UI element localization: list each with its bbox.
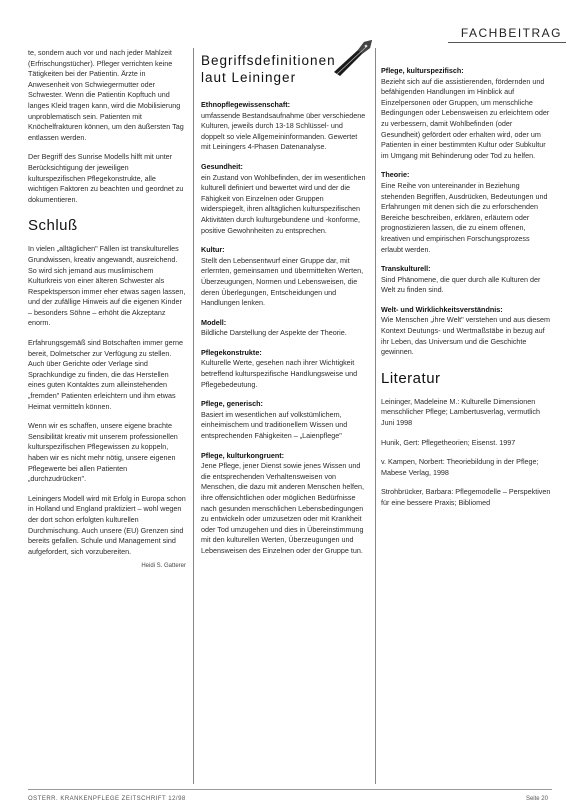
- body-paragraph: Wenn wir es schaffen, unsere eigene brachte Sensibilität kreativ mit unserem professionellen kulturspezifischen Pflegewissen zu koppeln, haben wir es nicht mehr nötig, unsere eigenen Pflegewerte bei allen Patienten „durchzudrücken".: [28, 421, 178, 484]
- body-paragraph: Leiningers Modell wird mit Erfolg in Europa schon in Holland und England praktiziert – wohl wegen der dort schon erfolgten kulturellen Durchmischung. Auch unsere (EU) Grenzen sind bereits gefallen. Schule und Management sind aufgefordert, sich vorzubereiten.: [28, 493, 186, 556]
- definition-item: [201, 348, 368, 390]
- body-paragraph: In vielen „alltäglichen" Fällen ist transkulturelles Grundwissen, kreativ angewandt, ausreichend. So wird sich jemand aus muslimischem Kulturkreis von einer älteren Schwester als Respektsperson immer eher etwas sagen lassen, und der zufällige Hinweis auf die eigenen Kinder – besonders Söhne – erhöht die Akzeptanz enorm.: [28, 244, 186, 328]
- definition-item: [381, 170, 551, 255]
- column-divider-2: [375, 48, 376, 784]
- definition-text: ein Zustand von Wohlbefinden, der im wesentlichen kulturell definiert und bewertet wird und der die Fähigkeit von Einzelnen oder Gruppen widerspiegelt, ihren alltäglichen kulturspezifischen Aktivitäten durch kulturgebundene und -konforme, positive Gewohnheiten zu entsprechen.: [201, 172, 366, 235]
- column-2: [201, 48, 368, 784]
- column-divider-1: [193, 48, 194, 784]
- body-paragraph: Der Begriff des Sunrise Modells hilft mit unter Berücksichtigung der jeweiligen kulturspezifischen Pflegekonstrukte, alle wichtigen Faktoren zu beachten und geordnet zu dokumentieren.: [28, 152, 184, 204]
- definition-text: umfassende Bestandsaufnahme über verschiedene Kulturen, jeweils durch 13-18 Schlüssel- und doppelt so viele Allgemeininformanden. Gewertet mit Leiningers 4-Phasen Datenanalyse.: [201, 110, 366, 152]
- definition-text: Wie Menschen „ihre Welt" verstehen und aus diesem Kontext Deutungs- und Wertmaßstäbe in bezug auf ihr Leben, das Universum und die Geschichte gewinnen.: [381, 315, 551, 357]
- definition-item: [201, 451, 368, 557]
- column-1: [28, 48, 186, 784]
- definition-term: Theorie:: [381, 170, 410, 180]
- footer-rule: [28, 789, 552, 790]
- header-rule: [448, 42, 566, 43]
- section-title-schluss: Schluß: [28, 217, 78, 235]
- definition-text: Kulturelle Werte, gesehen nach ihrer Wichtigkeit betreffend kulturspezifische Handlungsweise und Pflegebedeutung.: [201, 358, 358, 389]
- footer-page-number: Seite 20: [525, 796, 548, 802]
- definition-text: Bildliche Darstellung der Aspekte der Theorie.: [201, 328, 347, 338]
- definition-term: Pflege, kulturspezifisch:: [381, 66, 464, 75]
- definition-term: Gesundheit:: [201, 161, 243, 171]
- definition-term: Ethnopflegewissenschaft:: [201, 100, 291, 109]
- definition-item: [201, 245, 368, 309]
- definition-item: [201, 399, 368, 441]
- literature-entry: Hunik, Gert: Pflegetheorien; Eisenst. 1997: [381, 437, 516, 447]
- definition-item: [201, 162, 368, 236]
- definition-text: Stellt den Lebensentwurf einer Gruppe dar, mit erlernten, gemeinsamen und übermittelten Werten, Überzeugungen, Normen und Lebensweisen, die deren Überlegungen, Entscheidungen und Handlungen lenken.: [201, 255, 364, 308]
- definition-term: Pflege, generisch:: [201, 399, 263, 409]
- definition-item: [381, 305, 551, 358]
- definition-item: [381, 264, 551, 296]
- definition-text: Eine Reihe von untereinander in Beziehung stehenden Begriffen, Ausdrücken, Bedeutungen und Erfahrungen mit denen sich die zu erforschenden Bereiche beschreiben, erklären, erläutern oder prognostizieren lassen, die zu einem offenen, kreativen und empirischen Forschungsprozess erlaubt werden.: [381, 180, 548, 254]
- definition-term: Modell:: [201, 317, 227, 327]
- definition-item: [201, 100, 368, 153]
- definition-text: Jene Pflege, jener Dienst sowie jenes Wissen und die entsprechenden Verhaltensweisen von Menschen, die dazu mit anderen Menschen helfen, ihre offensichtlichen oder möglichen Bedürfnisse nach gesunden menschlichen Lebensbedingungen zu entwickeln oder umzusetzen oder mit Krankheit oder Tod umzugehen und dies in Übereinstimmung mit den kulturellen Werten, Überzeugungen und Lebensweisen des Einzelnen oder der Gruppe tun.: [201, 461, 365, 555]
- column-3: [381, 48, 551, 784]
- definitions-heading: Begriffsdefinitionen laut Leininger: [201, 53, 336, 85]
- definition-term: Welt- und Wirklichkeitsverständnis:: [381, 304, 503, 314]
- definition-term: Transkulturell:: [381, 264, 431, 274]
- body-paragraph: te, sondern auch vor und nach jeder Mahlzeit (Erfrischungstücher). Pfleger verrichten keine Tätigkeiten bei der Patientin. Ärzte in Anwesenheit von Schwiegermutter oder Schwester. Wenn die Patientin Kopftuch und langes Kleid tragen kann, wird die Mobilisierung unproblematisch sein. Patienten mit Knöchelfrakturen können, um den äußersten Tag entlassen werden.: [28, 48, 184, 142]
- definition-item: [381, 66, 551, 161]
- footer-publication: OSTERR. KRANKENPFLEGE ZEITSCHRIFT 12/98: [28, 796, 186, 802]
- definition-text: Sind Phänomene, die quer durch alle Kulturen der Welt zu finden sind.: [381, 274, 541, 295]
- definition-term: Kultur:: [201, 245, 225, 255]
- body-paragraph: Erfahrungsgemäß sind Botschaften immer gerne bereit, Dolmetscher zur Verfügung zu stellen. Auch über Gerichte oder Verlage sind Sprachkundige zu finden, die das Herstellen eines guten Kontaktes zum alleinstehenden „fremden" Patienten erleichtern und ihm etwas Heimat vermitteln können.: [28, 338, 184, 411]
- author-signature: Heidi S. Gatterer: [141, 563, 186, 570]
- literature-title: Literatur: [381, 369, 441, 387]
- header-title: FACHBEITRAG: [460, 26, 562, 40]
- column-3-top-spacer: [381, 48, 551, 66]
- definition-term: Pflegekonstrukte:: [201, 347, 262, 357]
- literature-entry: Strohbrücker, Barbara: Pflegemodelle – Perspektiven für eine bessere Praxis; Bibliomed: [381, 487, 551, 507]
- definition-text: Basiert im wesentlichen auf volkstümlichem, einheimischem und traditionellem Wissen und entsprechenden Fähigkeiten – „Laienpflege": [201, 409, 348, 441]
- literature-entry: Leininger, Madeleine M.: Kulturelle Dimensionen menschlicher Pflege; Lambertusverlag, vermutlich Juni 1998: [381, 396, 540, 428]
- definition-text: Bezieht sich auf die assistierenden, fördernden und befähigenden Handlungen im Hinblick auf Einzelpersonen oder Gruppen, um menschliche Bedingungen oder Lebensweisen zu erleichtern oder zu verbessern, damit Wohlbefinden (oder Gesundheit) gefördert oder erhalten wird, oder um Patienten in einer bestimmten Kultur oder Subkultur im Umgang mit Behinderung oder Tod zu helfen.: [381, 76, 550, 160]
- definition-term: Pflege, kulturkongruent:: [201, 450, 285, 460]
- literature-entry: v. Kampen, Norbert: Theoriebildung in der Pflege; Mabese Verlag, 1998: [381, 457, 539, 477]
- definition-item: [201, 318, 368, 339]
